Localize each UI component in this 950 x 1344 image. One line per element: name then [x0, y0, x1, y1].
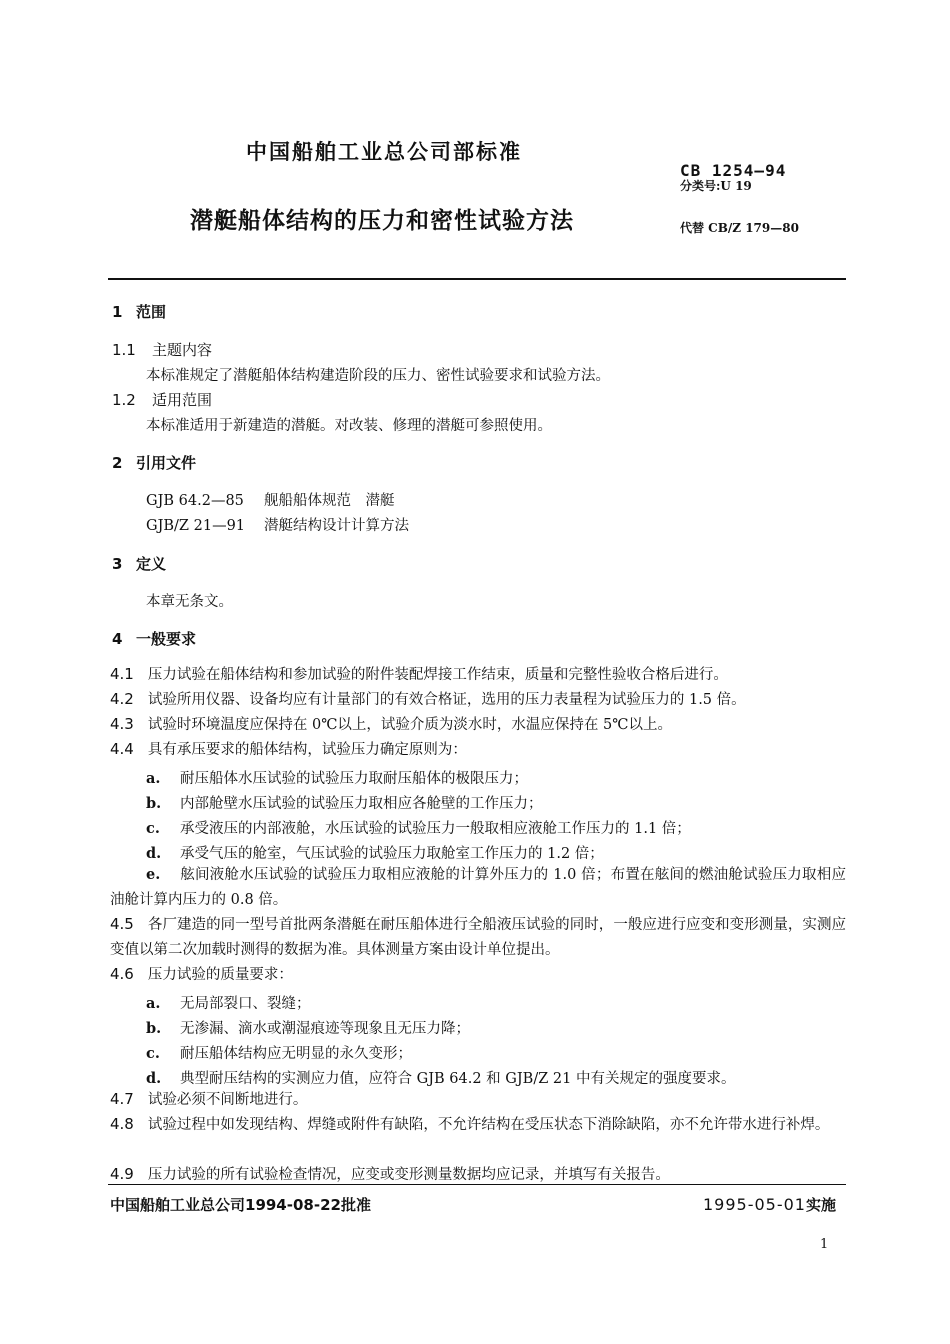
item-letter: c. [146, 1045, 160, 1062]
clause-number: 4.8 [110, 1115, 134, 1133]
item-text: 无渗漏、滴水或潮湿痕迹等现象且无压力降； [180, 1021, 470, 1037]
item-letter: c. [146, 820, 160, 837]
section-3-text: 本章无条文。 [146, 594, 233, 610]
clause-text: 各厂建造的同一型号首批两条潜艇在耐压船体进行全船液压试验的同时，一般应进行应变和变形测量，实测应变值以第二次加载时测得的数据为准。具体测量方案由设计单位提出。 [110, 917, 846, 958]
section-3-heading [112, 553, 166, 574]
reference-code: GJB/Z 21—91 [146, 518, 246, 534]
clause-4-6-item-b [146, 1017, 470, 1038]
clause-4-3 [110, 712, 846, 738]
item-letter: a. [146, 995, 161, 1012]
section-number: 2 [112, 454, 123, 472]
clause-text: 试验所用仪器、设备均应有计量部门的有效合格证，选用的压力表量程为试验压力的 1.5 倍。 [147, 692, 746, 708]
issuing-organization: 中国船舶工业总公司部标准 [246, 140, 522, 164]
clause-number: 4.7 [110, 1090, 134, 1108]
section-1-heading [112, 301, 166, 322]
item-letter: b. [146, 795, 162, 812]
document-title: 潜艇船体结构的压力和密性试验方法 [190, 208, 574, 234]
clause-4-5 [110, 912, 846, 963]
item-letter: d. [146, 845, 162, 862]
clause-number: 4.3 [110, 715, 134, 733]
clause-4-1 [110, 662, 846, 688]
subsection-title: 适用范围 [152, 391, 213, 409]
section-1-1-heading [112, 339, 212, 360]
reference-name: 潜艇结构设计计算方法 [264, 518, 409, 534]
clause-text: 试验过程中如发现结构、焊缝或附件有缺陷，不允许结构在受压状态下消除缺陷，亦不允许带水进行补焊。 [147, 1117, 830, 1133]
item-text: 耐压船体水压试验的试验压力取耐压船体的极限压力； [180, 771, 528, 787]
section-title: 范围 [136, 303, 167, 321]
standard-number: CB 1254—94 [680, 161, 787, 180]
clause-text: 压力试验在船体结构和参加试验的附件装配焊接工作结束，质量和完整性验收合格后进行。 [147, 667, 728, 683]
reference-item [146, 514, 409, 535]
item-text: 舷间液舱水压试验的试验压力取相应液舱的计算外压力的 1.0 倍；布置在舷间的燃油舱试验压力取相应油舱计算内压力的 0.8 倍。 [110, 867, 846, 908]
effective-statement [703, 1194, 836, 1215]
section-title: 定义 [136, 555, 167, 573]
clause-4-4-item-c [146, 817, 691, 838]
clause-4-4-item-b [146, 792, 543, 813]
clause-4-7 [110, 1087, 846, 1113]
clause-4-6-item-d [146, 1067, 735, 1088]
item-letter: d. [146, 1070, 162, 1087]
item-letter: b. [146, 1020, 162, 1037]
effective-word: 实施 [805, 1196, 836, 1214]
clause-text: 试验必须不间断地进行。 [147, 1092, 308, 1108]
approval-statement: 中国船舶工业总公司1994-08-22批准 [110, 1196, 371, 1214]
item-text: 内部舱壁水压试验的试验压力取相应各舱壁的工作压力； [180, 796, 543, 812]
effective-date: 1995-05-01 [703, 1195, 806, 1214]
clause-number: 4.2 [110, 690, 134, 708]
section-title: 一般要求 [136, 630, 197, 648]
item-letter: a. [146, 770, 161, 787]
classification-number: 分类号:U 19 [680, 179, 752, 193]
clause-number: 4.5 [110, 915, 134, 933]
reference-code: GJB 64.2—85 [146, 493, 244, 509]
clause-text: 具有承压要求的船体结构，试验压力确定原则为： [147, 742, 467, 758]
section-number: 4 [112, 630, 123, 648]
clause-4-4 [110, 737, 846, 763]
clause-text: 压力试验的所有试验检查情况，应变或变形测量数据均应记录，并填写有关报告。 [147, 1167, 670, 1183]
item-text: 承受液压的内部液舱，水压试验的试验压力一般取相应液舱工作压力的 1.1 倍； [180, 821, 691, 837]
reference-name: 舰船船体规范 潜艇 [264, 493, 395, 509]
section-2-heading [112, 452, 196, 473]
section-1-2-text: 本标准适用于新建造的潜艇。对改装、修理的潜艇可参照使用。 [146, 418, 552, 434]
section-number: 3 [112, 555, 123, 573]
subsection-title: 主题内容 [152, 341, 213, 359]
item-text: 承受气压的舱室，气压试验的试验压力取舱室工作压力的 1.2 倍； [180, 846, 604, 862]
section-1-2-heading [112, 389, 212, 410]
item-text: 典型耐压结构的实测应力值，应符合 GJB 64.2 和 GJB/Z 21 中有关规定的强度要求。 [180, 1071, 736, 1087]
footer-rule [108, 1184, 846, 1185]
section-title: 引用文件 [136, 454, 197, 472]
subsection-number: 1.2 [112, 391, 136, 409]
clause-text: 压力试验的质量要求： [147, 967, 293, 983]
clause-4-6-item-c [146, 1042, 412, 1063]
item-text: 无局部裂口、裂缝； [180, 996, 311, 1012]
section-1-1-text: 本标准规定了潜艇船体结构建造阶段的压力、密性试验要求和试验方法。 [146, 368, 610, 384]
section-number: 1 [112, 303, 123, 321]
item-letter: e. [146, 866, 161, 883]
clause-number: 4.6 [110, 965, 134, 983]
header-rule [108, 278, 846, 280]
clause-4-4-item-a [146, 767, 528, 788]
reference-item [146, 489, 395, 510]
page-number: 1 [820, 1237, 829, 1252]
clause-number: 4.9 [110, 1165, 134, 1183]
item-text: 耐压船体结构应无明显的永久变形； [180, 1046, 412, 1062]
clause-4-4-item-d [146, 842, 604, 863]
clause-number: 4.4 [110, 740, 134, 758]
clause-4-6 [110, 962, 846, 988]
clause-4-8 [110, 1112, 846, 1138]
clause-number: 4.1 [110, 665, 134, 683]
clause-4-2 [110, 687, 846, 713]
clause-text: 试验时环境温度应保持在 0℃以上，试验介质为淡水时，水温应保持在 5℃以上。 [147, 717, 672, 733]
section-4-heading [112, 628, 196, 649]
subsection-number: 1.1 [112, 341, 136, 359]
replaces-standard: 代替 CB/Z 179—80 [680, 221, 799, 235]
clause-4-4-item-e [110, 862, 846, 913]
clause-4-6-item-a [146, 992, 311, 1013]
